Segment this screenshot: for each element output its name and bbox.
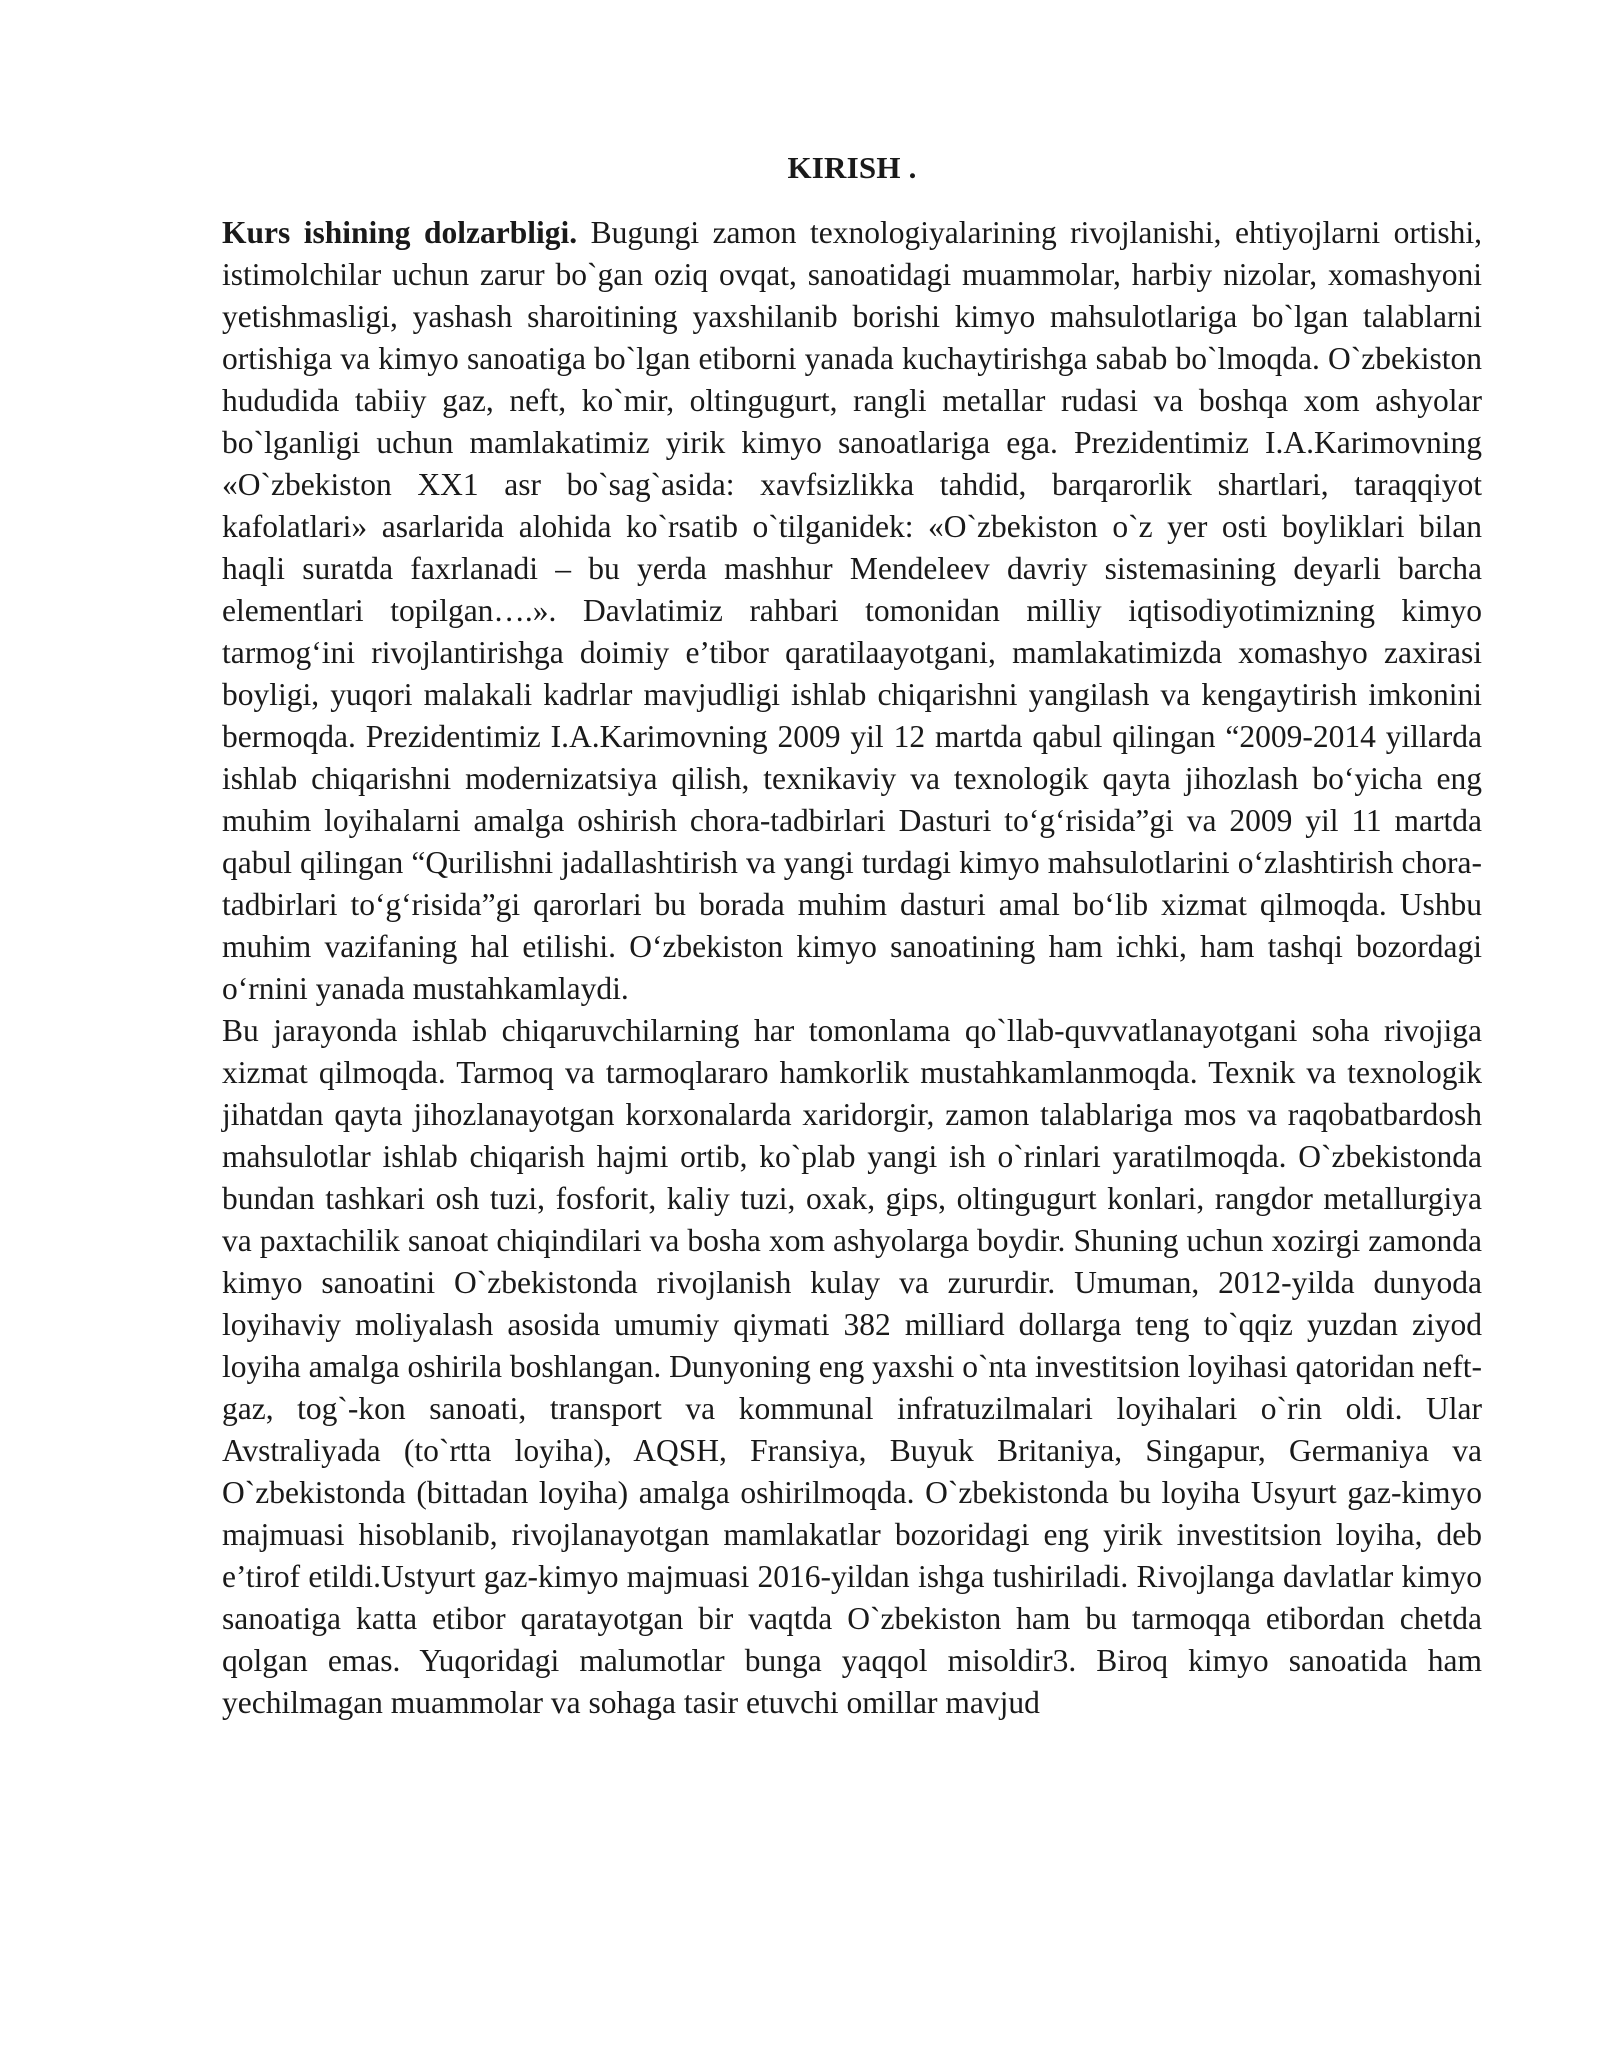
document-body: [222, 148, 1482, 1724]
page-title: KIRISH .: [787, 150, 917, 185]
paragraph-2: [222, 1010, 1482, 1724]
paragraph-1-text: Bugungi zamon texnologiyalarining rivojlanishi, ehtiyojlarni ortishi, istimolchilar uchun zarur bo`gan oziq ovqat, sanoatidagi muammolar, harbiy nizolar, xomashyoni yetishmasligi, yashash sharoitining yaxshilanib borishi kimyo mahsulotlariga bo`lgan talablarni ortishiga va kimyo sanoatiga bo`lgan etiborni yanada kuchaytirishga sabab bo`lmoqda. O`zbekiston hududida tabiiy gaz, neft, ko`mir, oltingugurt, rangli metallar rudasi va boshqa xom ashyolar bo`lganligi uchun mamlakatimiz yirik kimyo sanoatlariga ega. Prezidentimiz I.A.Karimovning «O`zbekiston XX1 asr bo`sag`asida: xavfsizlikka tahdid, barqarorlik shartlari, taraqqiyot kafolatlari» asarlarida alohida ko`rsatib o`tilganidek: «O`zbekiston o`z yer osti boyliklari bilan haqli suratda faxrlanadi – bu yerda mashhur Mendeleev davriy sistemasining deyarli barcha elementlari topilgan….». Davlatimiz rahbari tomonidan milliy iqtisodiyotimizning kimyo tarmog‘ini rivojlantirishga doimiy e’tibor qaratilaayotgani, mamlakatimizda xomashyo zaxirasi boyligi, yuqori malakali kadrlar mavjudligi ishlab chiqarishni yangilash va kengaytirish imkonini bermoqda. Prezidentimiz I.A.Karimovning 2009 yil 12 martda qabul qilingan “2009-2014 yillarda ishlab chiqarishni modernizatsiya qilish, texnikaviy va texnologik qayta jihozlash bo‘yicha eng muhim loyihalarni amalga oshirish chora-tadbirlari Dasturi to‘g‘risida”gi va 2009 yil 11 martda qabul qilingan “Qurilishni jadallashtirish va yangi turdagi kimyo mahsulotlarini o‘zlashtirish chora-tadbirlari to‘g‘risida”gi qarorlari bu borada muhim dasturi amal bo‘lib xizmat qilmoqda. Ushbu muhim vazifaning hal etilishi. O‘zbekiston kimyo sanoatining ham ichki, ham tashqi bozordagi o‘rnini yanada mustahkamlaydi.: [222, 215, 1483, 1006]
section-lead: Kurs ishining dolzarbligi.: [222, 215, 578, 250]
paragraph-1: [222, 212, 1482, 1010]
paragraph-2-text: Bu jarayonda ishlab chiqaruvchilarning har tomonlama qo`llab-quvvatlanayotgani soha rivojiga xizmat qilmoqda. Tarmoq va tarmoqlararo hamkorlik mustahkamlanmoqda. Texnik va texnologik jihatdan qayta jihozlanayotgan korxonalarda xaridorgir, zamon talablariga mos va raqobatbardosh mahsulotlar ishlab chiqarish hajmi ortib, ko`plab yangi ish o`rinlari yaratilmoqda. O`zbekistonda bundan tashkari osh tuzi, fosforit, kaliy tuzi, oxak, gips, oltingugurt konlari, rangdor metallurgiya va paxtachilik sanoat chiqindilari va bosha xom ashyolarga boydir. Shuning uchun xozirgi zamonda kimyo sanoatini O`zbekistonda rivojlanish kulay va zururdir. Umuman, 2012-yilda dunyoda loyihaviy moliyalash asosida umumiy qiymati 382 milliard dollarga teng to`qqiz yuzdan ziyod loyiha amalga oshirila boshlangan. Dunyoning eng yaxshi o`nta investitsion loyihasi qatoridan neft-gaz, tog`-kon sanoati, transport va kommunal infratuzilmalari loyihalari o`rin oldi. Ular Avstraliyada (to`rtta loyiha), AQSH, Fransiya, Buyuk Britaniya, Singapur, Germaniya va O`zbekistonda (bittadan loyiha) amalga oshirilmoqda. O`zbekistonda bu loyiha Usyurt gaz-kimyo majmuasi hisoblanib, rivojlanayotgan mamlakatlar bozoridagi eng yirik investitsion loyiha, deb e’tirof etildi.Ustyurt gaz-kimyo majmuasi 2016-yildan ishga tushiriladi. Rivojlanga davlatlar kimyo sanoatiga katta etibor qaratayotgan bir vaqtda O`zbekiston ham bu tarmoqqa etibordan chetda qolgan emas. Yuqoridagi malumotlar bunga yaqqol misoldir3. Biroq kimyo sanoatida ham yechilmagan muammolar va sohaga tasir etuvchi omillar mavjud: [222, 1013, 1482, 1720]
